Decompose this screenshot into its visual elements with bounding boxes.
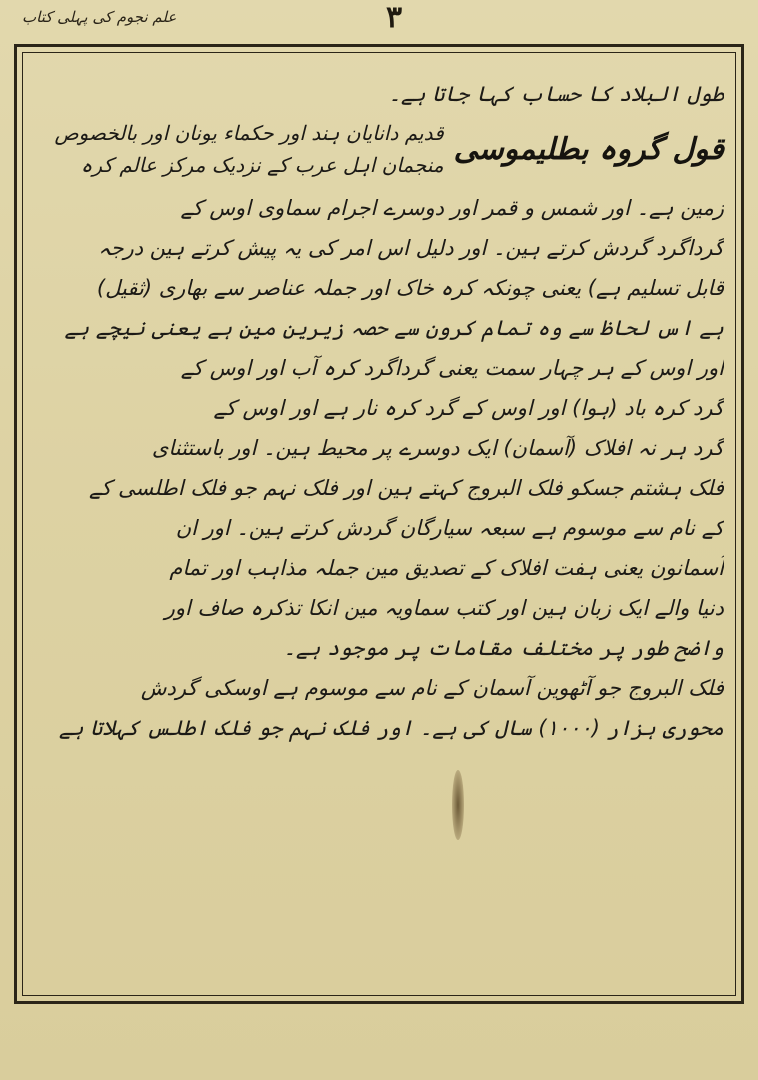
text-line: گرداگرد گردش کرتے ہین۔ اور دلیل اس امر کی یہ پیش کرتے ہین درجہ bbox=[98, 236, 724, 260]
section-heading: قول گروہ بطلیموسی bbox=[453, 131, 724, 167]
heading-side-text bbox=[55, 117, 444, 181]
text-line: محوری ہزار (۱۰۰۰) سال کی ہے۔ اور فلک نہم جو فلک اطلس کہلاتا ہے bbox=[58, 716, 724, 740]
text-line: دنیا والے ایک زبان ہین اور کتب سماویہ مین انکا تذکرہ صاف اور bbox=[164, 596, 724, 620]
body-text bbox=[34, 74, 724, 748]
text-line: منجمان اہل عرب کے نزدیک مرکز عالم کرہ bbox=[80, 153, 444, 177]
text-line: واضح طور پر مختلف مقامات پر موجود ہے۔ bbox=[283, 636, 724, 660]
text-line: فلک البروج جو آٹھوین آسمان کے نام سے موسوم ہے اوسکی گردش bbox=[140, 676, 724, 700]
running-title: علم نجوم کی پہلی کتاب bbox=[22, 8, 177, 26]
page-bottom-margin bbox=[0, 1004, 758, 1080]
text-line: ہے اس لحاظ سے وہ تمام کرون سے حصہ زیرین مین ہے یعنی نیچے ہے bbox=[64, 316, 724, 340]
heading-paragraph bbox=[34, 114, 724, 184]
text-line: آسمانون یعنی ہفت افلاک کے تصدیق مین جملہ مذاہب اور تمام bbox=[169, 556, 724, 580]
page-number: ۳ bbox=[386, 0, 403, 35]
text-line: زمین ہے۔ اور شمس و قمر اور دوسرے اجرام سماوی اوس کے bbox=[180, 196, 724, 220]
text-line: قابل تسلیم ہے) یعنی چونکہ کرہ خاک اور جملہ عناصر سے بھاری (ثقیل) bbox=[96, 276, 724, 300]
page-header bbox=[0, 0, 758, 46]
text-line: قدیم دانایان ہند اور حکماء یونان اور بالخصوص bbox=[54, 121, 444, 145]
text-line: کے نام سے موسوم ہے سبعہ سیارگان گردش کرتے ہین۔ اور ان bbox=[175, 516, 724, 540]
text-line: فلک ہشتم جسکو فلک البروج کہتے ہین اور فلک نہم جو فلک اطلسی کے bbox=[89, 476, 724, 500]
ink-stain bbox=[452, 770, 464, 840]
text-line: طول البلاد کا حساب کہا جاتا ہے۔ bbox=[388, 82, 724, 106]
text-line: اور اوس کے ہر چہار سمت یعنی گرداگرد کرہ آب اور اوس کے bbox=[180, 356, 724, 380]
text-line: گرد ہر نہ افلاک (آسمان) ایک دوسرے پر محیط ہین۔ اور باستثنای bbox=[151, 436, 724, 460]
text-line: گرد کرہ باد (ہوا) اور اوس کے گرد کرہ نار ہے اور اوس کے bbox=[213, 396, 724, 420]
